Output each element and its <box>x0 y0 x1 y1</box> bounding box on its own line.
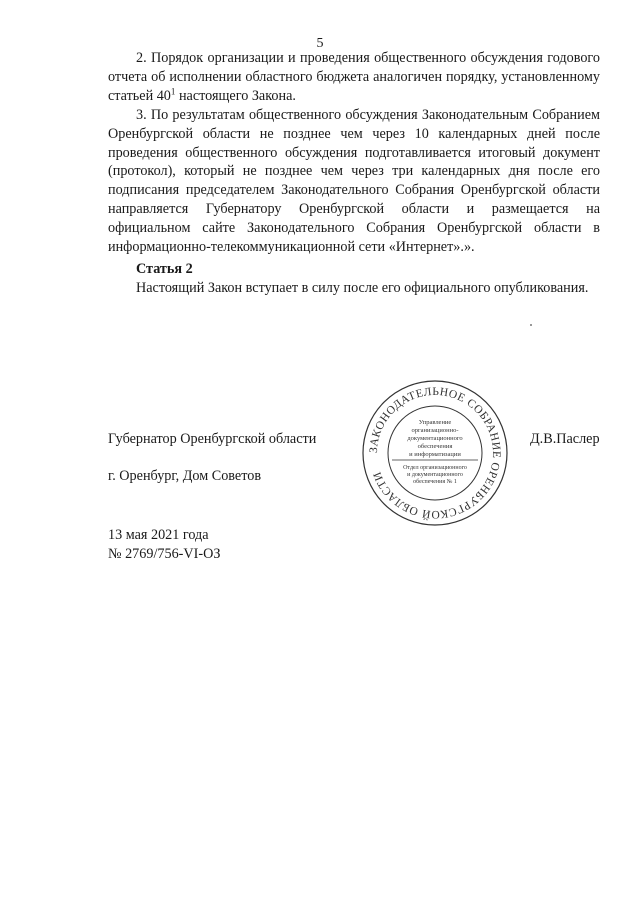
seal-bottom-line-3: обеспечения № 1 <box>413 479 457 485</box>
seal-line-1: Управление <box>418 419 452 426</box>
article-2-heading: Статья 2 <box>136 261 193 277</box>
seal-bottom-line-1: Отдел организационного <box>403 465 467 471</box>
seal-bottom-line-2: и документационного <box>407 472 463 478</box>
clause-3: 3. По результатам общественного обсуждения Законодательным Собранием Оренбургской области не позднее чем через 10 календарных дней после проведения общественного обсуждения подготавливается итоговый документ (протокол), который не позднее чем через три календарных дня после его подписания председателем Законодательного Собрания Оренбургской области направляется Губернатору Оренбургской области и размещается на официальном сайте Законодательного Собрания Оренбургской области в информационно-телекоммуникационной сети «Интернет».». <box>108 107 600 255</box>
clause-2-superscript: 1 <box>170 85 176 96</box>
seal-line-3: документационного <box>407 435 463 442</box>
document-number: № 2769/756-VI-ОЗ <box>108 546 221 562</box>
article-2-body: Настоящий Закон вступает в силу после его официального опубликования. <box>136 280 589 296</box>
seal-outer-ring-text: ЗАКОНОДАТЕЛЬНОЕ СОБРАНИЕ ОРЕНБУРГСКОЙ ОБЛАСТИ <box>367 385 503 521</box>
clause-2-tail: настоящего Закона. <box>175 87 296 104</box>
official-seal <box>360 378 510 528</box>
signatory-name: Д.В.Паслер <box>530 431 600 447</box>
clause-2 <box>108 49 600 105</box>
seal-line-5: и информатизации <box>409 451 461 458</box>
signing-place: г. Оренбург, Дом Советов <box>108 468 262 484</box>
document-date: 13 мая 2021 года <box>108 527 209 543</box>
page-number: 5 <box>316 36 324 51</box>
seal-line-4: обеспечения <box>417 443 453 450</box>
clause-2-text: 2. Порядок организации и проведения общественного обсуждения годового отчета об исполнении областного бюджета аналогичен порядку, установленному статьей 40 <box>108 50 600 104</box>
stray-mark <box>530 324 532 326</box>
signatory-title: Губернатор Оренбургской области <box>108 431 317 447</box>
seal-line-2: организационно- <box>411 427 459 434</box>
